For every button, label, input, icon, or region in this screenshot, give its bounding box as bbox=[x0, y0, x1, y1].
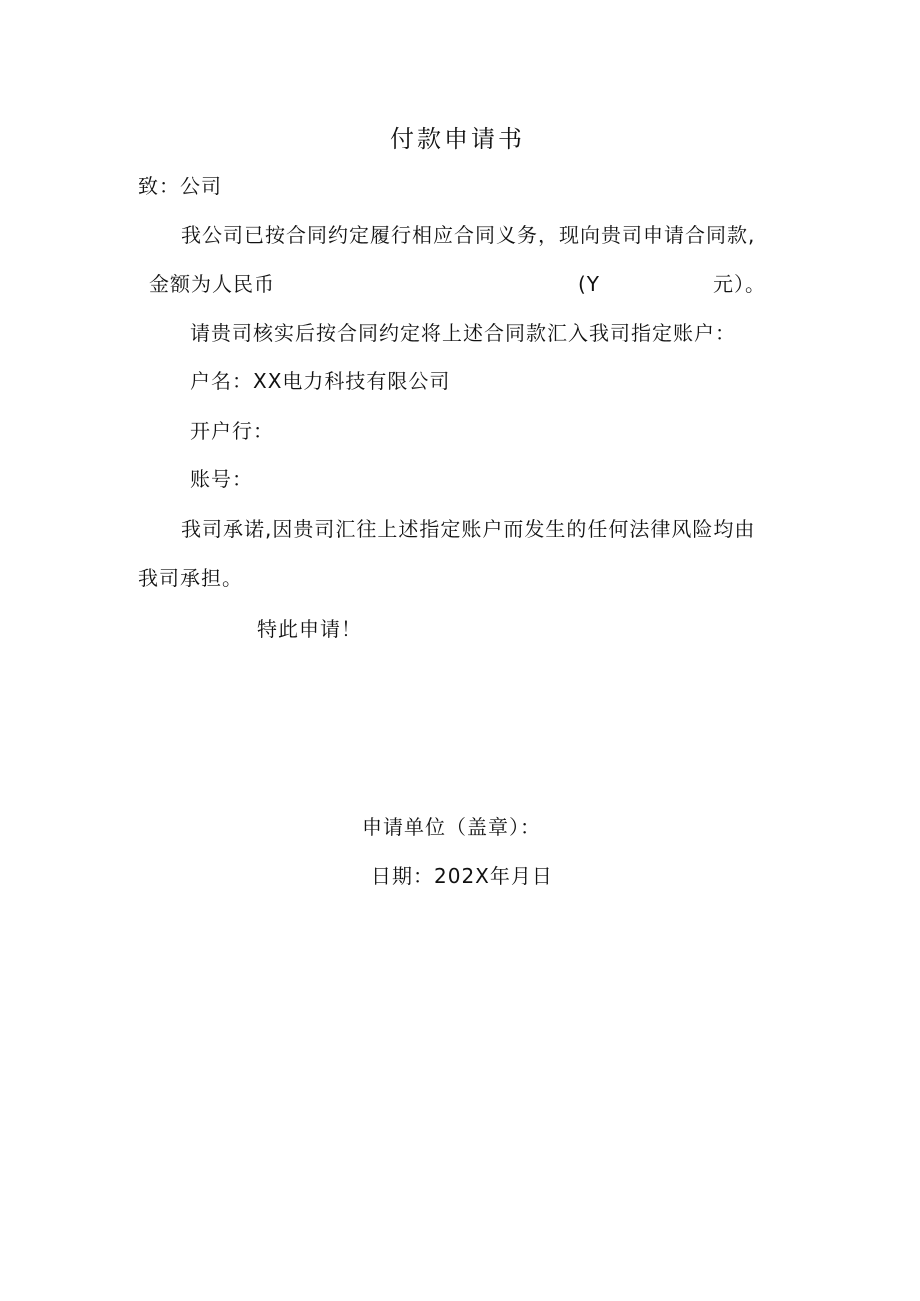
paragraph3-line1: 我司承诺,因贵司汇往上述指定账户而发生的任何法律风险均由 bbox=[181, 517, 756, 541]
paragraph3-line2: 我司承担。 bbox=[138, 566, 243, 590]
applicant-signature-line: 申请单位（盖章）： bbox=[362, 815, 541, 839]
date-line: 日期：202X年月日 bbox=[371, 864, 553, 888]
document-title: 付款申请书 bbox=[390, 125, 525, 153]
bank-label: 开户行： bbox=[190, 419, 274, 443]
paragraph1-line1: 我公司已按合同约定履行相应合同义务，现向贵司申请合同款, bbox=[181, 223, 756, 247]
account-number-label: 账号： bbox=[190, 467, 253, 491]
amount-symbol: (Y bbox=[578, 272, 601, 296]
amount-suffix: 元）。 bbox=[713, 272, 766, 296]
salutation: 致：公司 bbox=[138, 174, 222, 198]
paragraph1-line2-prefix: 金额为人民币 bbox=[149, 272, 275, 296]
account-name: 户名：XX电力科技有限公司 bbox=[190, 369, 451, 393]
closing-text: 特此申请！ bbox=[257, 617, 362, 641]
paragraph2: 请贵司核实后按合同约定将上述合同款汇入我司指定账户： bbox=[190, 321, 736, 345]
